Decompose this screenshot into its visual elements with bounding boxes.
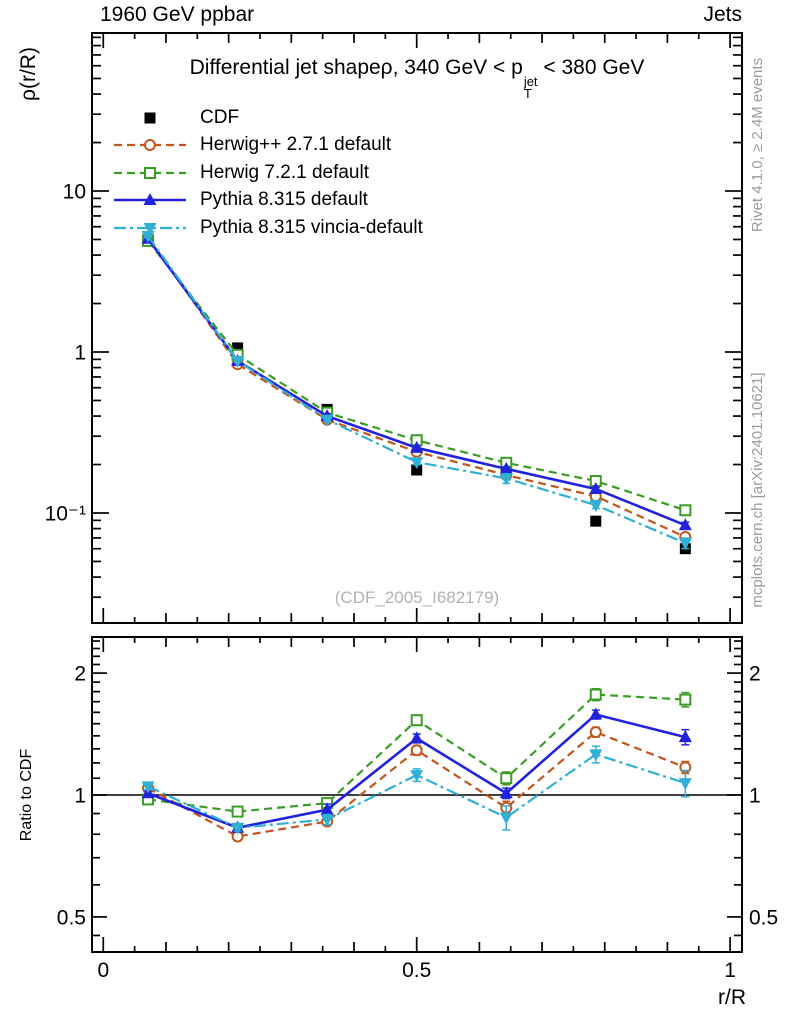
pythia-vincia-line-sample — [110, 215, 190, 241]
pythia-8-315-default-line-main — [148, 239, 685, 525]
legend-item-pythia-vincia — [110, 214, 423, 242]
herwig-7-2-1-default-marker-ratio — [412, 715, 422, 725]
herwig-7-2-1-default-marker-ratio — [680, 695, 690, 705]
x-tick-label: 0 — [97, 959, 110, 982]
x-tick-label: 0.5 — [402, 959, 432, 982]
herwig-7-2-1-default-marker-ratio — [501, 773, 511, 783]
plot-title-text: Differential jet shapeρ, 340 GeV < p — [189, 56, 523, 79]
ratio-y-axis-title: Ratio to CDF — [18, 748, 35, 842]
legend-label: Herwig 7.2.1 default — [200, 161, 369, 183]
pythia-8-315-vincia-default-marker-ratio — [679, 778, 692, 790]
ratio-y-tick-label-right: 0.5 — [749, 906, 779, 930]
pythia-8-315-vincia-default-line-ratio — [148, 754, 685, 827]
cdf-marker-sample — [110, 105, 190, 131]
legend — [110, 104, 423, 242]
pythia-8-315-vincia-default-marker-main — [589, 500, 602, 512]
ratio-y-tick-label-left: 2 — [74, 662, 86, 686]
herwig-2-7-1-default-sample-glyph — [145, 140, 155, 150]
plot-title — [92, 56, 742, 100]
herwig-7-2-1-default-marker-ratio — [591, 690, 601, 700]
legend-label: Herwig++ 2.7.1 default — [200, 134, 392, 156]
herwig-2-7-1-default-marker-ratio — [412, 745, 422, 755]
observable-label: Jets — [703, 3, 742, 26]
ratio-y-tick-label-left: 0.5 — [56, 906, 86, 930]
pythia-default-line-sample — [110, 187, 190, 213]
herwig-7-2-1-default-sample-glyph — [145, 168, 155, 178]
cdf-marker-main — [590, 516, 601, 527]
beam-energy-label: 1960 GeV ppbar — [100, 3, 255, 26]
legend-item-pythia-default — [110, 187, 423, 215]
legend-item-herwig7 — [110, 159, 423, 187]
plot-title-text-end: < 380 GeV — [537, 56, 645, 79]
pt-jet-subsup — [524, 76, 538, 100]
pythia-8-315-default-marker-ratio — [589, 708, 602, 720]
herwig7-line-sample — [110, 160, 190, 186]
herwig-2-7-1-default-marker-ratio — [591, 727, 601, 737]
mcplots-source-note: mcplots.cern.ch [arXiv:2401.10621] — [748, 372, 766, 608]
main-y-tick-label: 10⁻¹ — [44, 502, 86, 526]
legend-label: Pythia 8.315 default — [200, 189, 368, 211]
pythia-8-315-default-marker-ratio — [410, 731, 423, 743]
herwigpp-line-sample — [110, 132, 190, 158]
legend-item-cdf — [110, 104, 423, 132]
pt-subscript: T — [523, 86, 532, 101]
main-y-axis-title: ρ(r/R) — [17, 47, 40, 101]
pythia-8-315-vincia-default-marker-ratio — [500, 812, 513, 824]
main-y-tick-label: 10 — [62, 180, 86, 204]
main-y-tick-label: 1 — [74, 341, 86, 365]
x-tick-label: 1 — [724, 959, 736, 982]
rivet-version-note: Rivet 4.1.0, ≥ 2.4M events — [748, 57, 766, 233]
ratio-y-tick-label-right: 1 — [749, 784, 761, 808]
ratio-y-tick-label-left: 1 — [74, 784, 86, 808]
analysis-id-watermark: (CDF_2005_I682179) — [334, 588, 500, 607]
pythia-8-315-vincia-default-line-main — [148, 236, 685, 543]
x-axis-title: r/R — [718, 986, 746, 1009]
herwig-7-2-1-default-marker-ratio — [233, 807, 243, 817]
legend-label: CDF — [200, 106, 240, 128]
cdf-sample-glyph — [145, 112, 156, 123]
ratio-y-tick-label-right: 2 — [749, 662, 761, 686]
pt-superscript: jet — [523, 74, 538, 89]
herwig-7-2-1-default-marker-main — [680, 505, 690, 515]
legend-label: Pythia 8.315 vincia-default — [200, 216, 423, 238]
legend-item-herwigpp — [110, 132, 423, 160]
